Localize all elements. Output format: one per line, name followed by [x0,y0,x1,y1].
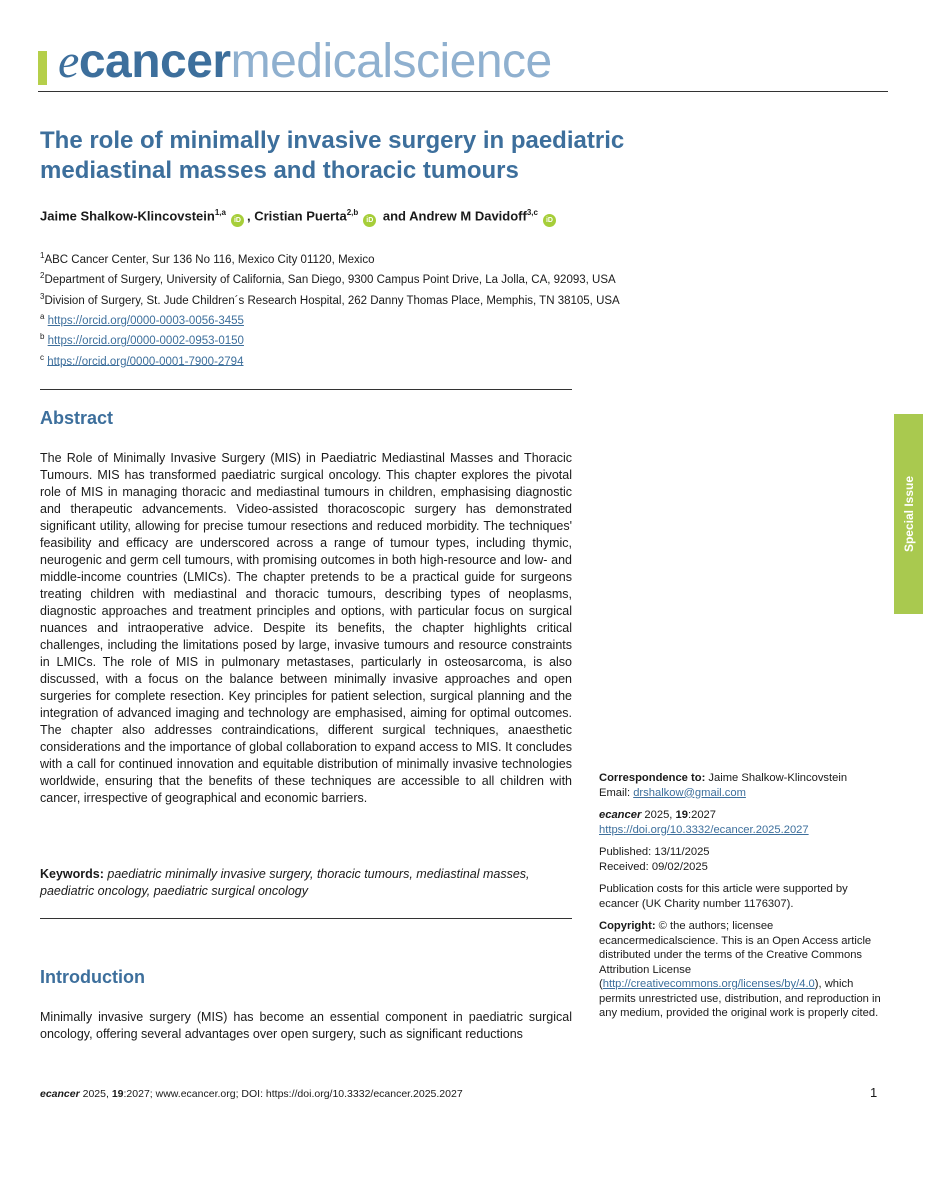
orcid-icon[interactable]: iD [363,214,376,227]
citation-year: 2025, [644,809,673,821]
author-sup: 1,a [214,208,226,217]
citation-article: :2027 [687,809,716,821]
keywords [40,866,572,900]
affiliation-sup: 1 [40,251,45,260]
introduction-text: Minimally invasive surgery (MIS) has become an essential component in paediatric surgical oncology, offering several advantages over open surgery, such as significant reductions [40,1010,572,1041]
author-list [40,208,640,227]
author-name: Cristian Puerta [254,208,347,224]
author-separator: and [379,208,410,224]
copyright-label: Copyright: [599,920,656,932]
journal-logo[interactable] [58,34,552,90]
journal-header [38,35,888,88]
abstract-top-divider [40,389,572,390]
affiliation-line [40,289,680,309]
citation-block [599,808,889,837]
page-footer [40,1088,463,1100]
author-separator: , [246,208,255,224]
correspondence-label: Correspondence to: [599,772,706,784]
article-info-sidebar [599,771,889,1029]
logo-bar [38,51,47,85]
affiliation-text: Division of Surgery, St. Jude Children´s Research Hospital, 262 Danny Thomas Place, Memphis, TN 38105, USA [44,294,620,307]
orcid-link[interactable]: https://orcid.org/0000-0002-0953-0150 [47,335,244,348]
received-date: Received: 09/02/2025 [599,860,708,873]
logo-medicalscience: medicalscience [230,35,552,88]
affiliation-text: Department of Surgery, University of California, San Diego, 9300 Campus Point Drive, La Jolla, CA, 92093, USA [44,274,616,287]
orcid-link[interactable]: https://orcid.org/0000-0003-0056-3455 [47,314,244,327]
special-issue-label: Special Issue [901,475,916,553]
affiliation-sup: 2 [40,271,45,281]
orcid-icon[interactable]: iD [231,214,244,227]
keywords-text: paediatric minimally invasive surgery, thoracic tumours, mediastinal masses, paediatric oncology, paediatric surgical oncology [40,867,530,898]
footer-journal: ecancer [40,1088,80,1100]
footer-citation: :2027; www.ecancer.org; DOI: https://doi.org/10.3332/ecancer.2025.2027 [123,1088,463,1100]
email-label: Email: [599,786,631,799]
page-number: 1 [870,1085,878,1100]
author-name: Jaime Shalkow-Klincovstein [40,208,215,224]
orcid-sup: b [40,332,45,342]
abstract-text: The Role of Minimally Invasive Surgery (MIS) in Paediatric Mediastinal Masses and Thoracic Tumours. MIS has transformed paediatric surgical oncology. This chapter explores the pivotal role of MIS in managing thoracic and mediastinal tumours in children, emphasising diagnostic and therapeutic advancements. Video-assisted thoracoscopic surgery has demonstrated significant utility, allowing for precise tumour resections and reduced morbidity. The techniques' feasibility and efficacy are underscored across a range of tumour types, including thymic, neurogenic and germ cell tumours, with promising outcomes in both high-resource and low- and middle-income countries (LMICs). The chapter pretends to be a practical guide for surgeons treating children with mediastinal and thoracic tumours, describing types of neoplasms, diagnostic approaches and treatment principles and options, with particular focus on surgical nuances and intraoperative advice. Despite its benefits, the chapter highlights critical challenges, including the limitations posed by large, invasive tumours and resource constraints in LMICs. The role of MIS in pulmonary metastases, particularly in osteosarcoma, is also discussed, with a focus on the balance between minimally invasive approaches and open surgeries for complete resection. Key principles for patient selection, surgical planning and the integration of advanced imaging and technology are emphasised, aiming for optimal outcomes. The chapter also addresses contraindications, different surgical techniques, anaesthetic considerations and the importance of global collaboration to expand access to MIS. It concludes with a call for continued innovation and equitable distribution of minimally invasive technologies worldwide, ensuring that the benefits of these techniques are accessible to all children with cancer, irrespective of geographical and economic barriers. [40,451,572,805]
orcid-icon[interactable]: iD [543,214,556,227]
author-name: Andrew M Davidoff [409,208,527,224]
footer-volume: 19 [111,1088,124,1100]
copyright-block [599,919,889,1021]
introduction-heading: Introduction [40,967,145,987]
author-sup: 3,c [526,208,538,217]
affiliation-line [40,268,680,288]
orcid-line [40,329,680,349]
logo-e: e [58,35,79,88]
author-sup: 2,b [346,208,359,217]
email-link[interactable]: drshalkow@gmail.com [633,786,746,799]
citation-journal: ecancer [599,809,642,821]
dates-block [599,845,889,874]
affiliations [40,248,680,370]
article-title: The role of minimally invasive surgery in paediatric mediastinal masses and thoracic tumours [40,127,625,184]
citation-volume: 19 [675,809,688,821]
abstract-heading: Abstract [40,408,114,428]
affiliation-text: ABC Cancer Center, Sur 136 No 116, Mexico City 01120, Mexico [44,253,375,266]
orcid-sup: c [40,352,44,362]
abstract-bottom-divider [40,918,572,919]
orcid-sup: a [40,311,45,321]
header-divider [38,91,888,92]
copyright-text-end: ), which permits unrestricted use, distribution, and reproduction in any medium, provided the original work is properly cited. [599,978,881,1019]
orcid-link[interactable]: https://orcid.org/0000-0001-7900-2794 [47,355,244,368]
copyright-text: © the authors; licensee ecancermedicalscience. This is an Open Access article distributed under the terms of the Creative Commons Attribution License ( [599,920,872,990]
keywords-label: Keywords: [40,867,104,881]
logo-cancer: cancer [78,35,231,88]
correspondence [599,771,889,800]
publication-costs: Publication costs for this article were supported by ecancer (UK Charity number 1176307). [599,883,848,910]
doi-link[interactable]: https://doi.org/10.3332/ecancer.2025.2027 [599,823,809,836]
orcid-line [40,309,680,329]
special-issue-tab[interactable] [894,414,923,614]
correspondence-name: Jaime Shalkow-Klincovstein [708,772,848,784]
orcid-line [40,350,680,370]
affiliation-line [40,248,680,268]
license-link[interactable]: http://creativecommons.org/licenses/by/4.0 [602,978,815,990]
affiliation-sup: 3 [40,291,45,301]
footer-year: 2025, [79,1088,112,1100]
published-date: Published: 13/11/2025 [599,846,710,858]
